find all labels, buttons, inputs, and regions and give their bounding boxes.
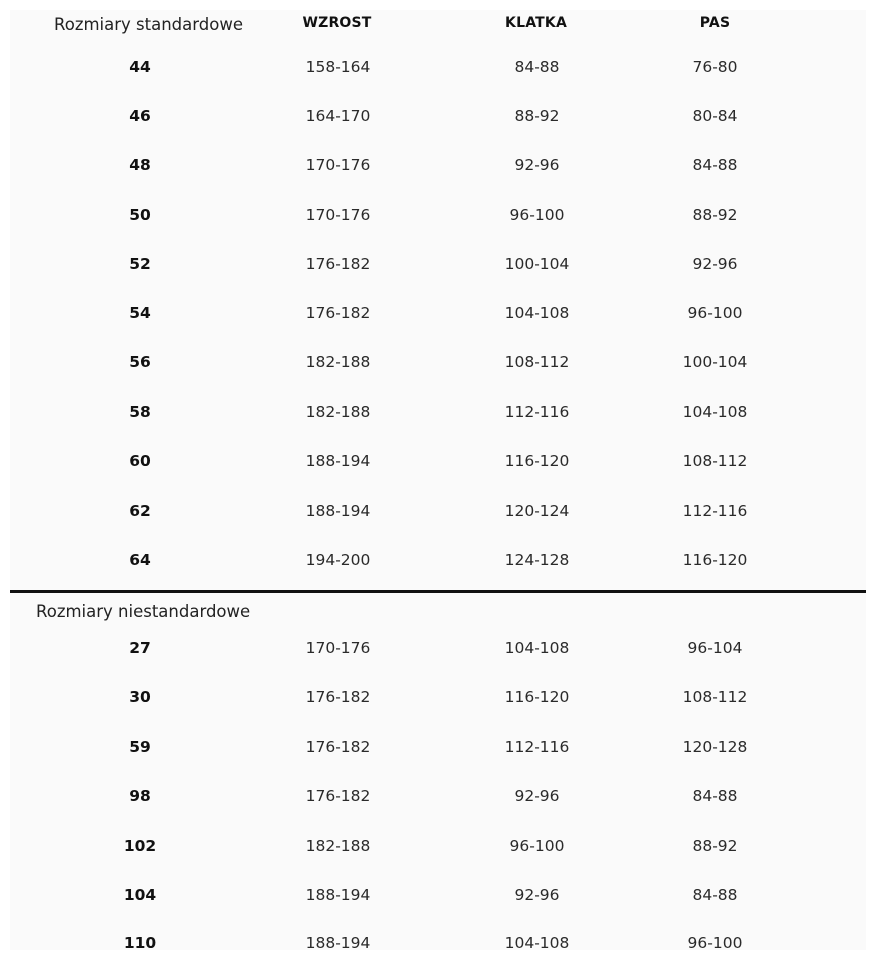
pas-cell: 88-92 [692, 206, 738, 224]
size-cell: 59 [129, 738, 151, 756]
pas-cell: 92-96 [692, 255, 738, 273]
table-row [10, 500, 866, 522]
wzrost-cell: 182-188 [305, 837, 371, 855]
table-row [10, 56, 866, 78]
table-row [10, 785, 866, 807]
table-row [10, 549, 866, 571]
pas-cell: 80-84 [692, 107, 738, 125]
wzrost-cell: 188-194 [305, 502, 371, 520]
wzrost-cell: 176-182 [305, 738, 371, 756]
pas-cell: 76-80 [692, 58, 738, 76]
wzrost-cell: 164-170 [305, 107, 371, 125]
klatka-cell: 116-120 [504, 688, 570, 706]
klatka-cell: 96-100 [509, 837, 565, 855]
wzrost-cell: 182-188 [305, 403, 371, 421]
klatka-cell: 104-108 [504, 639, 570, 657]
column-header-klatka: KLATKA [505, 15, 567, 31]
column-header-wzrost: WZROST [302, 15, 372, 31]
size-cell: 98 [129, 787, 151, 805]
wzrost-cell: 170-176 [305, 639, 371, 657]
klatka-cell: 116-120 [504, 452, 570, 470]
wzrost-cell: 176-182 [305, 255, 371, 273]
size-cell: 56 [129, 353, 151, 371]
wzrost-cell: 170-176 [305, 206, 371, 224]
klatka-cell: 92-96 [514, 156, 560, 174]
section-title-standard: Rozmiary standardowe [54, 15, 243, 34]
table-row [10, 932, 866, 950]
size-cell: 62 [129, 502, 151, 520]
size-cell: 46 [129, 107, 151, 125]
wzrost-cell: 188-194 [305, 934, 371, 950]
size-cell: 50 [129, 206, 151, 224]
klatka-cell: 92-96 [514, 886, 560, 904]
pas-cell: 108-112 [682, 452, 748, 470]
size-chart [10, 10, 866, 950]
klatka-cell: 92-96 [514, 787, 560, 805]
wzrost-cell: 188-194 [305, 886, 371, 904]
wzrost-cell: 176-182 [305, 304, 371, 322]
pas-cell: 84-88 [692, 886, 738, 904]
pas-cell: 84-88 [692, 787, 738, 805]
klatka-cell: 104-108 [504, 934, 570, 950]
pas-cell: 84-88 [692, 156, 738, 174]
table-row [10, 401, 866, 423]
size-cell: 64 [129, 551, 151, 569]
size-cell: 54 [129, 304, 151, 322]
table-row [10, 154, 866, 176]
table-row [10, 302, 866, 324]
wzrost-cell: 176-182 [305, 688, 371, 706]
size-cell: 58 [129, 403, 151, 421]
section-divider [10, 590, 866, 593]
size-cell: 44 [129, 58, 151, 76]
pas-cell: 108-112 [682, 688, 748, 706]
pas-cell: 96-100 [687, 304, 743, 322]
size-cell: 102 [123, 837, 157, 855]
klatka-cell: 88-92 [514, 107, 560, 125]
klatka-cell: 84-88 [514, 58, 560, 76]
table-row [10, 736, 866, 758]
pas-cell: 100-104 [682, 353, 748, 371]
section-title-nonstandard: Rozmiary niestandardowe [36, 602, 251, 621]
wzrost-cell: 182-188 [305, 353, 371, 371]
size-cell: 48 [129, 156, 151, 174]
table-row [10, 105, 866, 127]
pas-cell: 120-128 [682, 738, 748, 756]
table-row [10, 204, 866, 226]
pas-cell: 96-104 [687, 639, 743, 657]
klatka-cell: 108-112 [504, 353, 570, 371]
klatka-cell: 100-104 [504, 255, 570, 273]
pas-cell: 116-120 [682, 551, 748, 569]
pas-cell: 88-92 [692, 837, 738, 855]
table-row [10, 835, 866, 857]
wzrost-cell: 176-182 [305, 787, 371, 805]
size-cell: 104 [123, 886, 157, 904]
table-row [10, 637, 866, 659]
table-row [10, 884, 866, 906]
table-row [10, 450, 866, 472]
size-cell: 27 [129, 639, 151, 657]
wzrost-cell: 194-200 [305, 551, 371, 569]
klatka-cell: 124-128 [504, 551, 570, 569]
wzrost-cell: 170-176 [305, 156, 371, 174]
klatka-cell: 120-124 [504, 502, 570, 520]
klatka-cell: 104-108 [504, 304, 570, 322]
table-row [10, 253, 866, 275]
klatka-cell: 96-100 [509, 206, 565, 224]
size-cell: 52 [129, 255, 151, 273]
size-cell: 60 [129, 452, 151, 470]
pas-cell: 104-108 [682, 403, 748, 421]
pas-cell: 96-100 [687, 934, 743, 950]
pas-cell: 112-116 [682, 502, 748, 520]
klatka-cell: 112-116 [504, 738, 570, 756]
wzrost-cell: 158-164 [305, 58, 371, 76]
klatka-cell: 112-116 [504, 403, 570, 421]
column-header-pas: PAS [699, 15, 731, 31]
size-cell: 30 [129, 688, 151, 706]
table-row [10, 686, 866, 708]
size-cell: 110 [123, 934, 157, 950]
table-row [10, 351, 866, 373]
wzrost-cell: 188-194 [305, 452, 371, 470]
